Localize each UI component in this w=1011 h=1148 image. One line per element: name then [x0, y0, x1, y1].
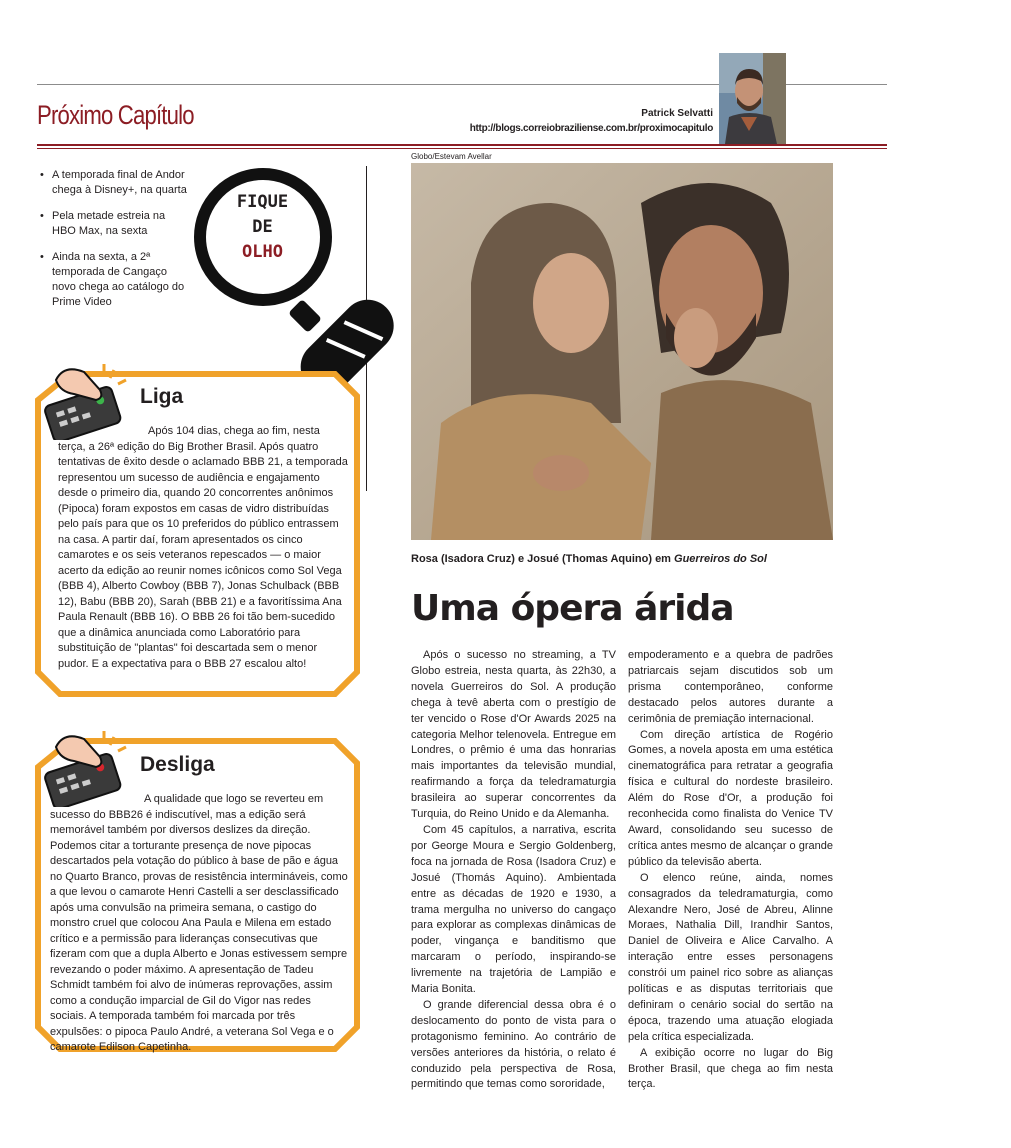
olho-word: OLHO	[242, 242, 283, 262]
fique-de-olho-label	[215, 190, 310, 265]
paragraph: empoderamento e a quebra de padrões patriarcais sejam discutidos sob um prisma contemporâneo, conforme destacado pelos autores durante a cerimônia de premiação internacional.	[628, 649, 833, 725]
paragraph: Com 45 capítulos, a narrativa, escrita por George Moura e Sergio Goldenberg, foca na jornada de Rosa (Isadora Cruz) e Josué (Thomás Aquino). Ambientada entre as décadas de 1920 e 1930, a trama mergulha no universo do cangaço para explorar as complexas dinâmicas de poder, vingança e banditismo que marcaram o período, inspirando-se livremente na trajetória de Lampião e Maria Bonita.	[411, 823, 616, 996]
highlights-list	[40, 168, 190, 321]
main-photo	[411, 163, 833, 540]
header-bottom-rule-thin	[37, 148, 887, 149]
paragraph: O elenco reúne, ainda, nomes consagrados da teledramaturgia, como Alexandre Nero, José de Abreu, Alinne Moraes, Nathalia Dill, Irandhir Santos, Daniel de Oliveira e Alice Carvalho. A interação entre esses personagens constrói um painel rico sobre as alianças políticas e as disputas territoriais que definiram o cenário social do sertão na época, trazendo uma atuação elogiada pela crítica especializada.	[628, 871, 833, 1043]
caption-text: Rosa (Isadora Cruz) e Josué (Thomas Aquino) em	[411, 553, 675, 565]
author-photo	[719, 53, 786, 144]
liga-title: Liga	[140, 385, 184, 408]
header-bottom-rule	[37, 144, 887, 146]
section-title: Próximo Capítulo	[37, 100, 194, 130]
desliga-title: Desliga	[140, 753, 215, 776]
desliga-box	[30, 727, 365, 1062]
list-item: • A temporada final de Andor chega à Disney+, na quarta	[40, 168, 190, 198]
photo-credit: Globo/Estevam Avellar	[411, 152, 492, 161]
magnifier-icon	[185, 152, 400, 387]
paragraph: A exibição ocorre no lugar do Big Brother Brasil, que chega ao fim nesta terça.	[628, 1046, 833, 1091]
list-item: • Ainda na sexta, a 2ª temporada de Cangaço novo chega ao catálogo do Prime Video	[40, 250, 190, 310]
liga-text: Após 104 dias, chega ao fim, nesta terça, a 26ª edição do Big Brother Brasil. Após quatro tentativas de êxito desde o aclamado BBB 21, a temporada representou um sucesso de audiência e engajamento desde o primeiro dia, quando 20 concorrentes anônimos (Pipoca) foram expostos em casas de vidro distribuídas pelo país para que os 10 preferidos do público entrassem na casa. A partir daí, foram apresentados os cinco camarotes e os seis veteranos repescados — o maior acerto da edição ao reunir nomes icônicos como Sol Vega (BBB 4), Alberto Cowboy (BBB 7), Jonas Schulback (BBB 12), Babu (BBB 20), Sarah (BBB 21) e a favoritíssima Ana Paula Renault (BBB 16). O BBB 26 foi tão bem-sucedido que a dinâmica anunciada como Laboratório para substituição de "plantas" foi descartada sem o menor pudor. E a expectativa para o BBB 27 escalou alto!	[58, 425, 348, 670]
author-name: Patrick Selvatti	[641, 108, 713, 119]
paragraph: Após o sucesso no streaming, a TV Globo estreia, nesta quarta, às 22h30, a novela Guerreiros do Sol. A produção chega à tevê aberta com o prestígio de ter vencido o Rose d'Or Awards 2025 na categoria Melhor telenovela. Entregue em Londres, o prêmio é uma das honrarias mais importantes da televisão mundial, reafirmando a força da teledramaturgia brasileira ao superar concorrentes da Turquia, do Reino Unido e da Alemanha.	[411, 649, 616, 821]
fique-word: FIQUE	[236, 192, 289, 212]
liga-box	[30, 360, 365, 705]
desliga-text: A qualidade que logo se reverteu em sucesso do BBB26 é indiscutível, mas a edição será memorável também por diversos deslizes da direção. Podemos citar a torturante presença de nove pipocas descartados pela votação do público à base de pão e água no Quarto Branco, provas de resistência intermináveis, como a que levou o camarote Henri Castelli a ser desclassificado após uma convulsão na primeira semana, o castigo do monstro cruel que colocou Ana Paula e Milena em estado crítico e a permissão para lideranças consecutivas que fizeram com que a dupla Alberto e Jonas estivessem sempre revezando o poder máximo. A apresentação de Tadeu Schmidt também foi alvo de inúmeras reprovações, assim como a condução imparcial de Gil do Vigor nas redes sociais. A temporada também foi marcada por três expulsões: o pipoca Paulo André, a veterana Sol Vega e o camarote Edilson Capetinha.	[50, 793, 348, 1053]
article-headline: Uma ópera árida	[411, 588, 734, 629]
article-column-1	[411, 648, 616, 1093]
paragraph: O grande diferencial dessa obra é o deslocamento do ponto de vista para o protagonismo feminino. Ao contrário de versões anteriores da história, o relato é conduzido pela perspectiva de Rosa, permitindo que temas como sororidade,	[411, 998, 616, 1091]
article-column-2	[628, 648, 833, 1093]
list-item: • Pela metade estreia na HBO Max, na sexta	[40, 209, 190, 239]
blog-url[interactable]: http://blogs.correiobraziliense.com.br/proximocapitulo	[469, 123, 713, 134]
de-word: DE	[252, 217, 273, 237]
caption-title: Guerreiros do Sol	[674, 553, 767, 565]
photo-caption	[411, 553, 767, 565]
paragraph: Com direção artística de Rogério Gomes, a novela aposta em uma estética cinematográfica para retratar a geografia física e cultural do nordeste brasileiro. Além do Rose d'Or, a produção foi reconhecida como finalista do Venice TV Award, consolidando seu sucesso de crítica antes mesmo de alcançar o grande público da televisão aberta.	[628, 728, 833, 868]
